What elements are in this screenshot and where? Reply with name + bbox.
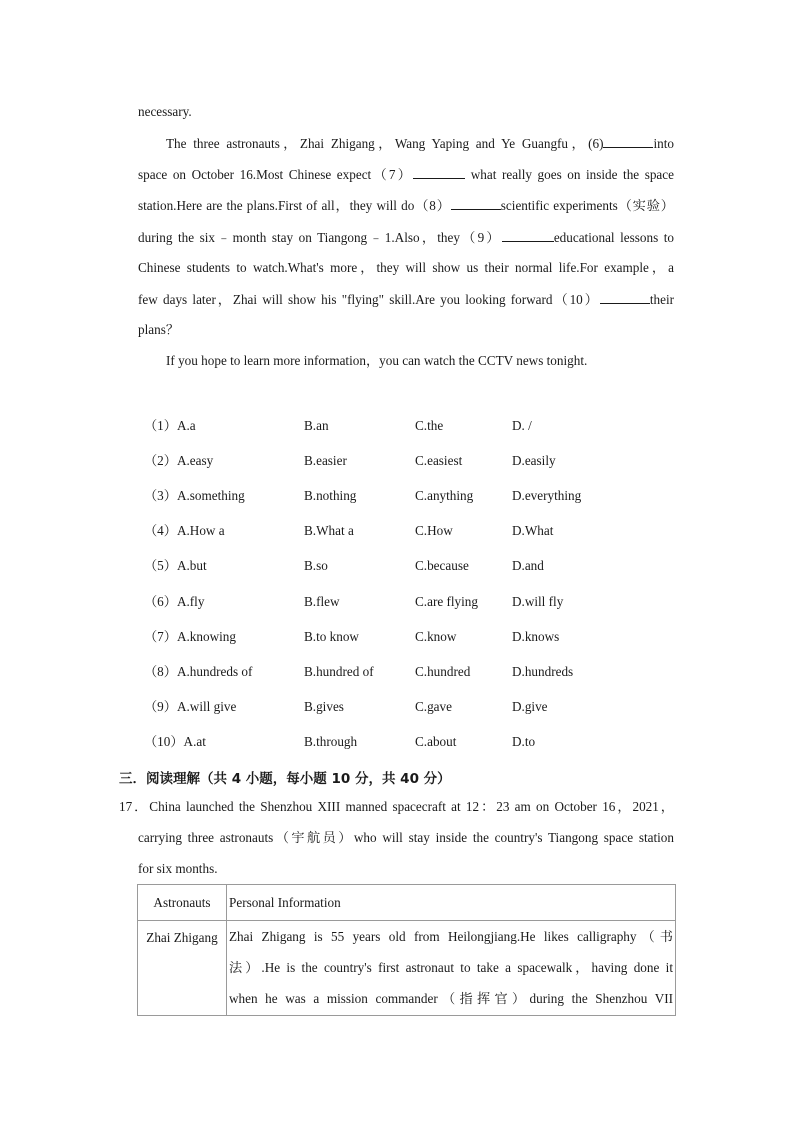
passage-line — [138, 291, 674, 308]
option-a: （10）A.at — [144, 734, 206, 749]
option-row — [0, 488, 794, 506]
option-c: C.are flying — [415, 594, 478, 609]
option-d: D.What — [512, 523, 554, 538]
option-c: C.How — [415, 523, 453, 538]
answer-blank-8 — [451, 197, 501, 210]
option-row — [0, 629, 794, 647]
option-d: D.to — [512, 734, 536, 749]
astronaut-info — [227, 921, 676, 1016]
option-a: （5）A.but — [144, 558, 207, 573]
option-row — [0, 418, 794, 436]
section-heading: 三．阅读理解（共 4 小题，每小题 10 分，共 40 分） — [119, 771, 451, 787]
option-row — [0, 594, 794, 612]
answer-blank-10 — [600, 291, 650, 304]
option-row — [0, 699, 794, 717]
option-b: B.easier — [304, 453, 347, 468]
option-b: B.What a — [304, 523, 354, 538]
info-line: Zhai Zhigang is 55 years old from Heilongjiang.He likes calligraphy（书 — [229, 929, 673, 944]
table-header-info: Personal Information — [227, 885, 676, 921]
option-c: C.hundred — [415, 664, 471, 679]
passage-text: into — [653, 136, 674, 151]
option-c: C.the — [415, 418, 444, 433]
passage-text: educational lessons to — [553, 230, 674, 245]
option-b: B.an — [304, 418, 329, 433]
option-c: C.gave — [415, 699, 452, 714]
answer-blank-7 — [413, 166, 465, 179]
option-d: D. / — [512, 418, 532, 433]
passage-line — [138, 197, 674, 214]
option-row — [0, 664, 794, 682]
option-a: （3）A.something — [144, 488, 245, 503]
passage-line — [166, 135, 674, 152]
option-d: D.everything — [512, 488, 582, 503]
option-a: （6）A.fly — [144, 594, 205, 609]
option-c: C.easiest — [415, 453, 463, 468]
option-c: C.know — [415, 629, 457, 644]
info-line: 法）.He is the country's first astronaut to take a spacewalk，having done it — [229, 960, 673, 975]
passage-line — [138, 229, 674, 246]
option-b: B.through — [304, 734, 358, 749]
question-17-line: for six months. — [138, 861, 218, 876]
passage-text: their — [649, 292, 674, 307]
passage-line: If you hope to learn more information，you can watch the CCTV news tonight. — [166, 353, 588, 368]
passage-text: few days later，Zhai will show his "flying" skill.Are you looking forward（10） — [138, 292, 600, 307]
option-c: C.anything — [415, 488, 474, 503]
option-row — [0, 523, 794, 541]
option-d: D.and — [512, 558, 544, 573]
option-b: B.gives — [304, 699, 344, 714]
option-row — [0, 734, 794, 752]
passage-text: station.Here are the plans.First of all，they will do（8） — [138, 198, 451, 213]
passage-line: plans？ — [138, 322, 180, 337]
option-a: （9）A.will give — [144, 699, 237, 714]
answer-blank-6 — [603, 135, 653, 148]
passage-text: what really goes on inside the space — [470, 167, 674, 182]
option-a: （1）A.a — [144, 418, 196, 433]
option-d: D.give — [512, 699, 548, 714]
question-17-line: carrying three astronauts（宇航员）who will stay inside the country's Tiangong space station — [138, 830, 674, 845]
info-line: when he was a mission commander（指挥官）during the Shenzhou VII — [229, 991, 673, 1006]
option-a: （2）A.easy — [144, 453, 214, 468]
question-17-line: 17．China launched the Shenzhou XIII manned spacecraft at 12：23 am on October 16，2021， — [119, 799, 674, 814]
table-header-row — [138, 885, 676, 921]
passage-text: The three astronauts，Zhai Zhigang，Wang Yaping and Ye Guangfu，(6) — [166, 136, 604, 151]
passage-line: necessary. — [138, 104, 192, 119]
table-row — [138, 921, 676, 1016]
option-d: D.will fly — [512, 594, 564, 609]
astronaut-name: Zhai Zhigang — [138, 921, 227, 1016]
option-a: （8）A.hundreds of — [144, 664, 253, 679]
passage-line — [138, 166, 674, 183]
option-b: B.nothing — [304, 488, 357, 503]
answer-blank-9 — [502, 229, 554, 242]
table-header-astronauts: Astronauts — [138, 885, 227, 921]
passage-text: scientific experiments（实验） — [500, 198, 674, 213]
option-a: （4）A.How a — [144, 523, 225, 538]
option-b: B.hundred of — [304, 664, 374, 679]
option-b: B.to know — [304, 629, 359, 644]
option-d: D.hundreds — [512, 664, 574, 679]
option-row — [0, 558, 794, 576]
option-a: （7）A.knowing — [144, 629, 236, 644]
option-row — [0, 453, 794, 471]
option-d: D.easily — [512, 453, 556, 468]
option-b: B.so — [304, 558, 328, 573]
passage-text: during the six﹣month stay on Tiangong﹣1.Also，they（9） — [138, 230, 502, 245]
astronaut-info-table — [137, 884, 676, 1016]
option-c: C.because — [415, 558, 469, 573]
passage-line: Chinese students to watch.What's more，they will show us their normal life.For example，a — [138, 260, 674, 275]
option-b: B.flew — [304, 594, 340, 609]
passage-text: space on October 16.Most Chinese expect（7） — [138, 167, 414, 182]
option-d: D.knows — [512, 629, 560, 644]
option-c: C.about — [415, 734, 457, 749]
